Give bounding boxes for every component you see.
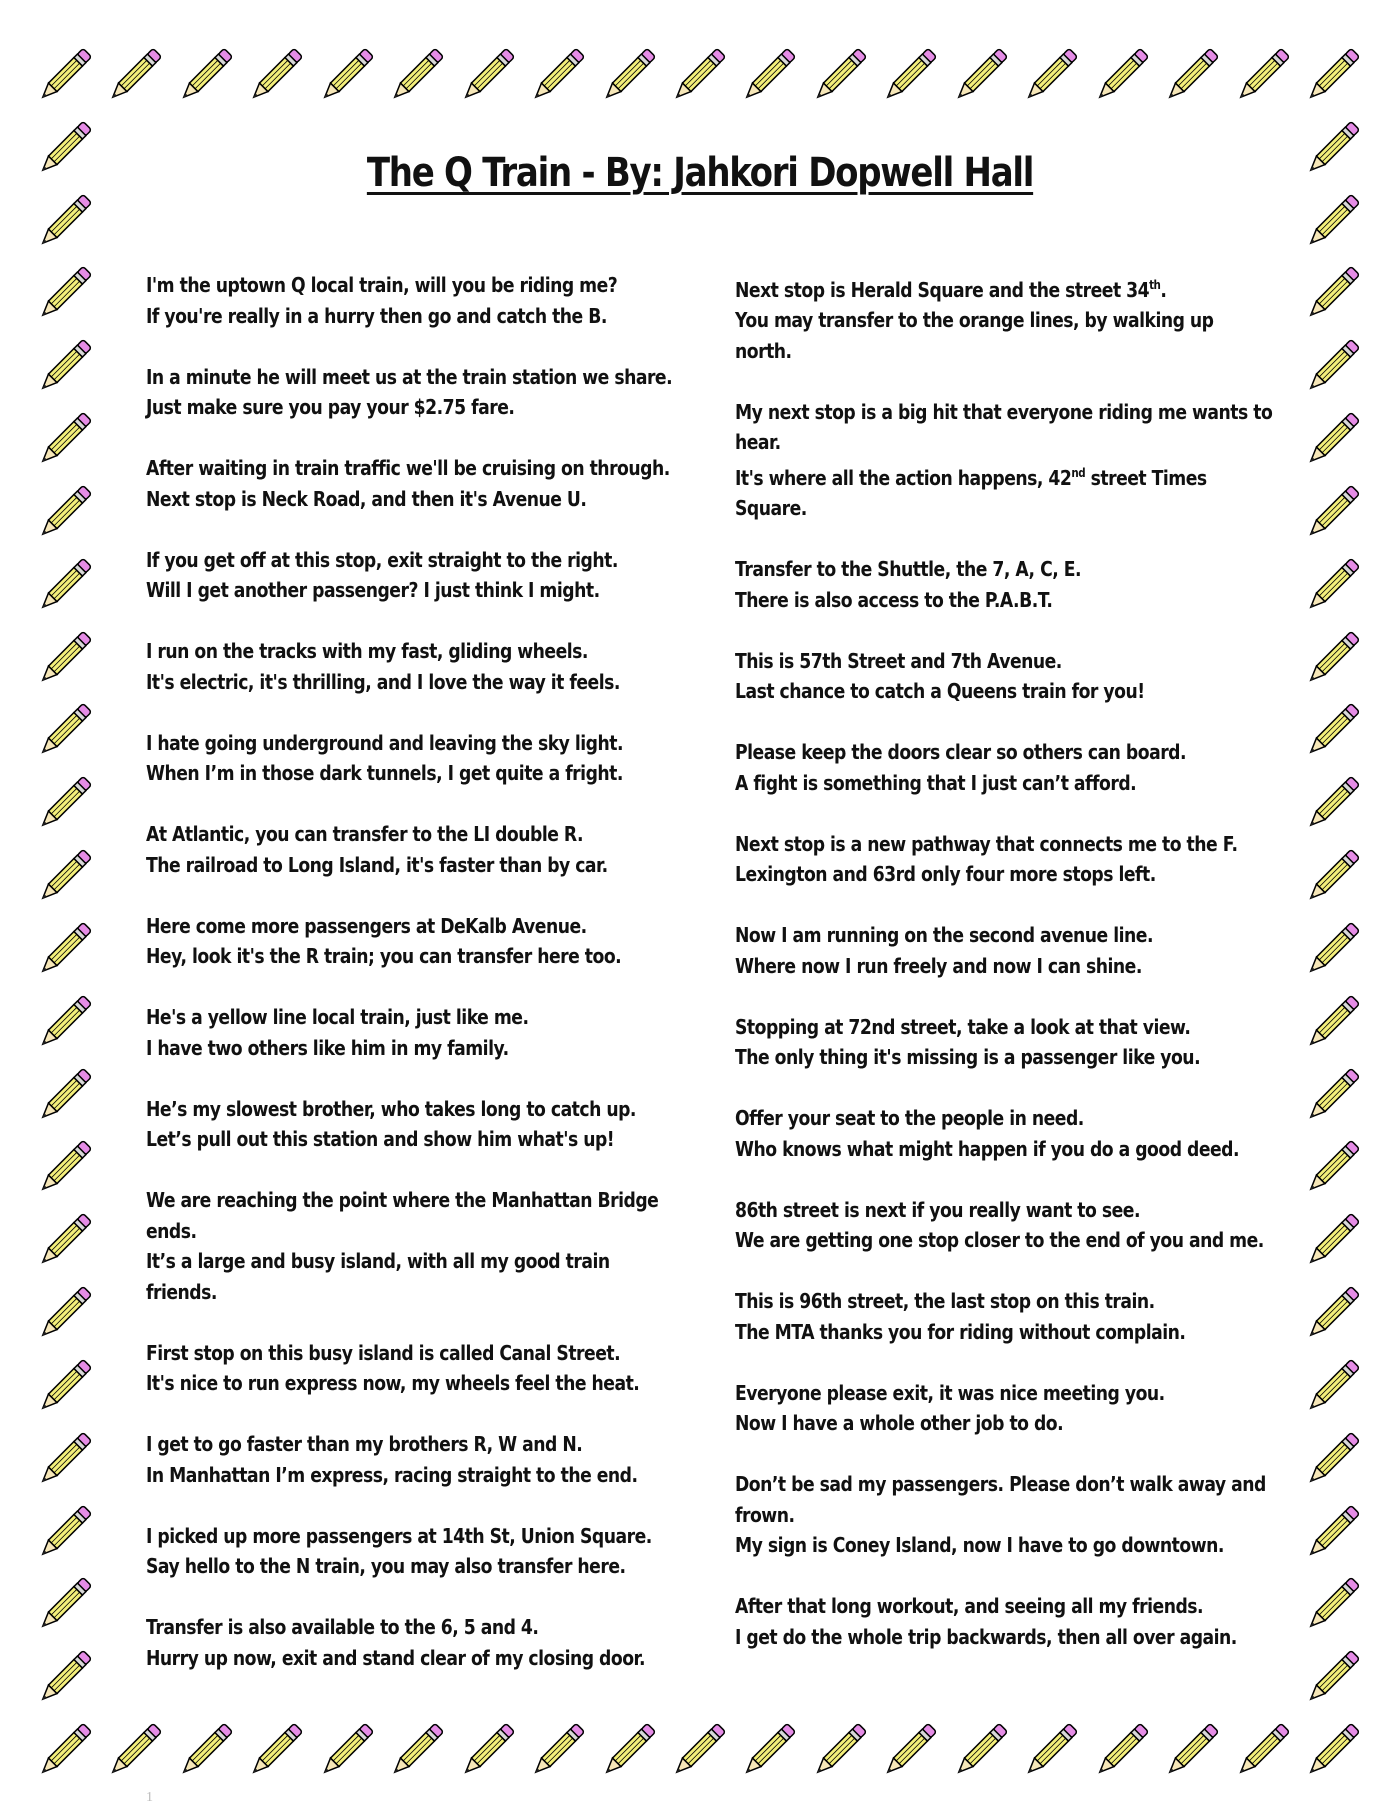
- poem-column-left: [146, 270, 686, 1704]
- stanza: [146, 1002, 686, 1063]
- pencil-icon: [28, 1132, 100, 1204]
- poem-line: We are getting one stop closer to the end of you and me.: [735, 1228, 1264, 1253]
- stanza: [735, 920, 1275, 981]
- poem-line: Offer your seat to the people in need.: [735, 1106, 1084, 1131]
- poem-line: I get to go faster than my brothers R, W and N.: [146, 1432, 583, 1456]
- poem-line: Stopping at 72nd street, take a look at that view.: [735, 1014, 1191, 1039]
- stanza: [735, 829, 1275, 890]
- pencil-icon: [1296, 1278, 1368, 1350]
- pencil-icon: [310, 40, 382, 112]
- pencil-icon: [1296, 40, 1368, 112]
- pencil-icon: [310, 1715, 382, 1787]
- stanza: [146, 545, 686, 606]
- pencil-icon: [28, 1642, 100, 1714]
- pencil-icon: [239, 1715, 311, 1787]
- pencil-icon: [380, 40, 452, 112]
- pencil-icon: [1296, 1132, 1368, 1204]
- pencil-icon: [732, 1715, 804, 1787]
- pencil-icon: [28, 914, 100, 986]
- poem-line: He's a yellow line local train, just like me.: [146, 1005, 529, 1029]
- pencil-icon: [28, 550, 100, 622]
- pencil-icon: [1155, 40, 1227, 112]
- stanza: [735, 1469, 1275, 1561]
- poem-line: Let’s pull out this station and show him what's up!: [146, 1127, 615, 1151]
- stanza: [146, 728, 686, 789]
- poem-line: It's nice to run express now, my wheels feel the heat.: [146, 1371, 640, 1395]
- poem-line: After that long workout, and seeing all my friends.: [735, 1594, 1204, 1619]
- poem-line: You may transfer to the orange lines, by walking up north.: [735, 308, 1214, 363]
- poem-line: Who knows what might happen if you do a good deed.: [735, 1136, 1240, 1161]
- poem-line: My sign is Coney Island, now I have to go downtown.: [735, 1533, 1224, 1558]
- pencil-icon: [1014, 1715, 1086, 1787]
- pencil-icon: [28, 695, 100, 767]
- poem-line: This is 57th Street and 7th Avenue.: [735, 648, 1062, 673]
- poem-line: My next stop is a big hit that everyone riding me wants to hear.: [735, 399, 1273, 455]
- pencil-icon: [1296, 914, 1368, 986]
- pencil-icon: [592, 1715, 664, 1787]
- poem-line: Just make sure you pay your $2.75 fare.: [146, 395, 515, 419]
- poem-line: Hurry up now, exit and stand clear of my closing door.: [146, 1645, 646, 1670]
- pencil-icon: [380, 1715, 452, 1787]
- stanza: [146, 1185, 686, 1307]
- pencil-icon: [28, 1497, 100, 1569]
- poem-line: A fight is something that I just can’t afford.: [735, 770, 1137, 795]
- pencil-icon: [662, 1715, 734, 1787]
- pencil-icon: [98, 1715, 170, 1787]
- pencil-icon: [1296, 1424, 1368, 1496]
- pencil-icon: [1296, 1642, 1368, 1714]
- stanza: [146, 270, 686, 331]
- stanza: [735, 1103, 1275, 1164]
- poem-line: Will I get another passenger? I just think I might.: [146, 578, 600, 602]
- pencil-icon: [1296, 113, 1368, 185]
- poem-line: I get do the whole trip backwards, then all over again.: [735, 1624, 1237, 1649]
- poem-line: Where now I run freely and now I can shine.: [735, 953, 1142, 978]
- pencil-icon: [28, 1569, 100, 1641]
- stanza: [146, 911, 686, 972]
- pencil-icon: [873, 40, 945, 112]
- pencil-icon: [1296, 404, 1368, 476]
- poem-line: It’s a large and busy island, with all my good train friends.: [146, 1249, 610, 1304]
- stanza: [146, 453, 686, 514]
- poem-line: In a minute he will meet us at the train station we share.: [146, 364, 673, 389]
- pencil-icon: [28, 113, 100, 185]
- pencil-icon: [28, 1351, 100, 1423]
- pencil-icon: [239, 40, 311, 112]
- pencil-icon: [1296, 623, 1368, 695]
- pencil-icon: [1296, 1497, 1368, 1569]
- pencil-icon: [1296, 186, 1368, 258]
- pencil-icon: [1296, 841, 1368, 913]
- poem-line: Now I have a whole other job to do.: [735, 1411, 1064, 1436]
- pencil-icon: [28, 40, 100, 112]
- pencil-icon: [28, 1715, 100, 1787]
- poem-line: At Atlantic, you can transfer to the LI double R.: [146, 822, 584, 846]
- pencil-icon: [944, 1715, 1016, 1787]
- poem-line: First stop on this busy island is called Canal Street.: [146, 1340, 621, 1365]
- pencil-icon: [28, 1424, 100, 1496]
- pencil-icon: [28, 331, 100, 403]
- pencil-icon: [28, 404, 100, 476]
- pencil-icon: [521, 1715, 593, 1787]
- poem-line: The MTA thanks you for riding without complain.: [735, 1319, 1186, 1344]
- pencil-icon: [169, 40, 241, 112]
- pencil-icon: [28, 186, 100, 258]
- poem-line: 86th street is next if you really want to see.: [735, 1197, 1140, 1222]
- pencil-icon: [28, 1278, 100, 1350]
- stanza: [146, 1094, 686, 1155]
- poem-line: There is also access to the P.A.B.T.: [735, 587, 1053, 612]
- pencil-icon: [1296, 768, 1368, 840]
- stanza: [146, 636, 686, 697]
- poem-line: Hey, look it's the R train; you can transfer here too.: [146, 944, 622, 968]
- stanza: [735, 1286, 1275, 1347]
- stanza: [146, 1612, 686, 1673]
- poem-line: I run on the tracks with my fast, gliding wheels.: [146, 639, 588, 663]
- poem-line: It's electric, it's thrilling, and I love the way it feels.: [146, 669, 620, 694]
- poem-line: Don’t be sad my passengers. Please don’t walk away and frown.: [735, 1472, 1266, 1527]
- pencil-icon: [1296, 695, 1368, 767]
- pencil-icon: [1014, 40, 1086, 112]
- stanza: [146, 1429, 686, 1490]
- poem-line: Next stop is Herald Square and the street 34th.: [735, 277, 1167, 302]
- poem-line: I'm the uptown Q local train, will you be riding me?: [146, 273, 618, 297]
- pencil-icon: [521, 40, 593, 112]
- pencil-icon: [1155, 1715, 1227, 1787]
- stanza: [735, 397, 1275, 524]
- poem-line: Transfer to the Shuttle, the 7, A, C, E.: [735, 557, 1082, 582]
- pencil-icon: [1296, 258, 1368, 330]
- stanza: [146, 1521, 686, 1582]
- poem-line: When I’m in those dark tunnels, I get quite a fright.: [146, 761, 623, 785]
- pencil-icon: [1226, 40, 1298, 112]
- poem-line: Lexington and 63rd only four more stops left.: [735, 862, 1156, 887]
- pencil-icon: [592, 40, 664, 112]
- poem-line: Now I am running on the second avenue line.: [735, 923, 1153, 948]
- pencil-icon: [28, 841, 100, 913]
- pencil-icon: [28, 477, 100, 549]
- poem-line: This is 96th street, the last stop on this train.: [735, 1289, 1155, 1314]
- pencil-icon: [803, 40, 875, 112]
- stanza: [735, 270, 1275, 366]
- poem-line: After waiting in train traffic we'll be cruising on through.: [146, 456, 670, 480]
- pencil-icon: [732, 40, 804, 112]
- pencil-icon: [451, 40, 523, 112]
- poem-line: If you're really in a hurry then go and catch the B.: [146, 303, 607, 328]
- poem-line: Last chance to catch a Queens train for you!: [735, 679, 1145, 704]
- pencil-icon: [28, 987, 100, 1059]
- pencil-icon: [169, 1715, 241, 1787]
- poem-line: I have two others like him in my family.: [146, 1035, 509, 1060]
- poem-line: The railroad to Long Island, it's faster than by car.: [146, 852, 608, 877]
- poem-line: The only thing it's missing is a passenger like you.: [735, 1045, 1201, 1070]
- pencil-icon: [1296, 987, 1368, 1059]
- pencil-icon: [28, 1060, 100, 1132]
- page-number: 1: [146, 1790, 153, 1805]
- pencil-icon: [1296, 550, 1368, 622]
- pencil-icon: [451, 1715, 523, 1787]
- poem-line: It's where all the action happens, 42nd street Times Square.: [735, 465, 1207, 521]
- pencil-icon: [1296, 1715, 1368, 1787]
- poem-line: We are reaching the point where the Manhattan Bridge ends.: [146, 1188, 659, 1243]
- pencil-icon: [1296, 1060, 1368, 1132]
- poem-column-right: [735, 270, 1275, 1683]
- poem-line: In Manhattan I’m express, racing straight to the end.: [146, 1462, 638, 1487]
- pencil-icon: [28, 258, 100, 330]
- pencil-icon: [1296, 477, 1368, 549]
- pencil-icon: [1085, 1715, 1157, 1787]
- poem-line: Transfer is also available to the 6, 5 and 4.: [146, 1615, 539, 1639]
- stanza: [735, 1195, 1275, 1256]
- stanza: [735, 1591, 1275, 1652]
- poem-line: I hate going underground and leaving the sky light.: [146, 730, 624, 755]
- stanza: [146, 1338, 686, 1399]
- pencil-icon: [873, 1715, 945, 1787]
- pencil-icon: [1296, 1569, 1368, 1641]
- stanza: [735, 1378, 1275, 1439]
- pencil-icon: [1226, 1715, 1298, 1787]
- pencil-icon: [28, 1205, 100, 1277]
- pencil-icon: [662, 40, 734, 112]
- pencil-icon: [1296, 331, 1368, 403]
- pencil-icon: [1296, 1351, 1368, 1423]
- pencil-icon: [803, 1715, 875, 1787]
- poem-line: Next stop is a new pathway that connects me to the F.: [735, 831, 1238, 856]
- stanza: [735, 1012, 1275, 1073]
- stanza: [146, 819, 686, 880]
- pencil-icon: [1085, 40, 1157, 112]
- poem-title: The Q Train - By: Jahkori Dopwell Hall: [366, 150, 1034, 196]
- pencil-icon: [944, 40, 1016, 112]
- pencil-icon: [28, 768, 100, 840]
- pencil-icon: [28, 623, 100, 695]
- stanza: [735, 554, 1275, 615]
- pencil-icon: [1296, 1205, 1368, 1277]
- stanza: [735, 646, 1275, 707]
- stanza: [735, 737, 1275, 798]
- poem-line: Everyone please exit, it was nice meeting you.: [735, 1380, 1165, 1405]
- stanza: [146, 362, 686, 423]
- poem-line: I picked up more passengers at 14th St, Union Square.: [146, 1523, 652, 1548]
- poem-line: Here come more passengers at DeKalb Avenue.: [146, 913, 587, 938]
- poem-line: Please keep the doors clear so others can board.: [735, 740, 1187, 765]
- pencil-icon: [98, 40, 170, 112]
- poem-line: Next stop is Neck Road, and then it's Avenue U.: [146, 486, 587, 511]
- poem-line: He’s my slowest brother, who takes long to catch up.: [146, 1096, 636, 1121]
- poem-line: Say hello to the N train, you may also transfer here.: [146, 1554, 626, 1578]
- poem-line: If you get off at this stop, exit straight to the right.: [146, 547, 618, 572]
